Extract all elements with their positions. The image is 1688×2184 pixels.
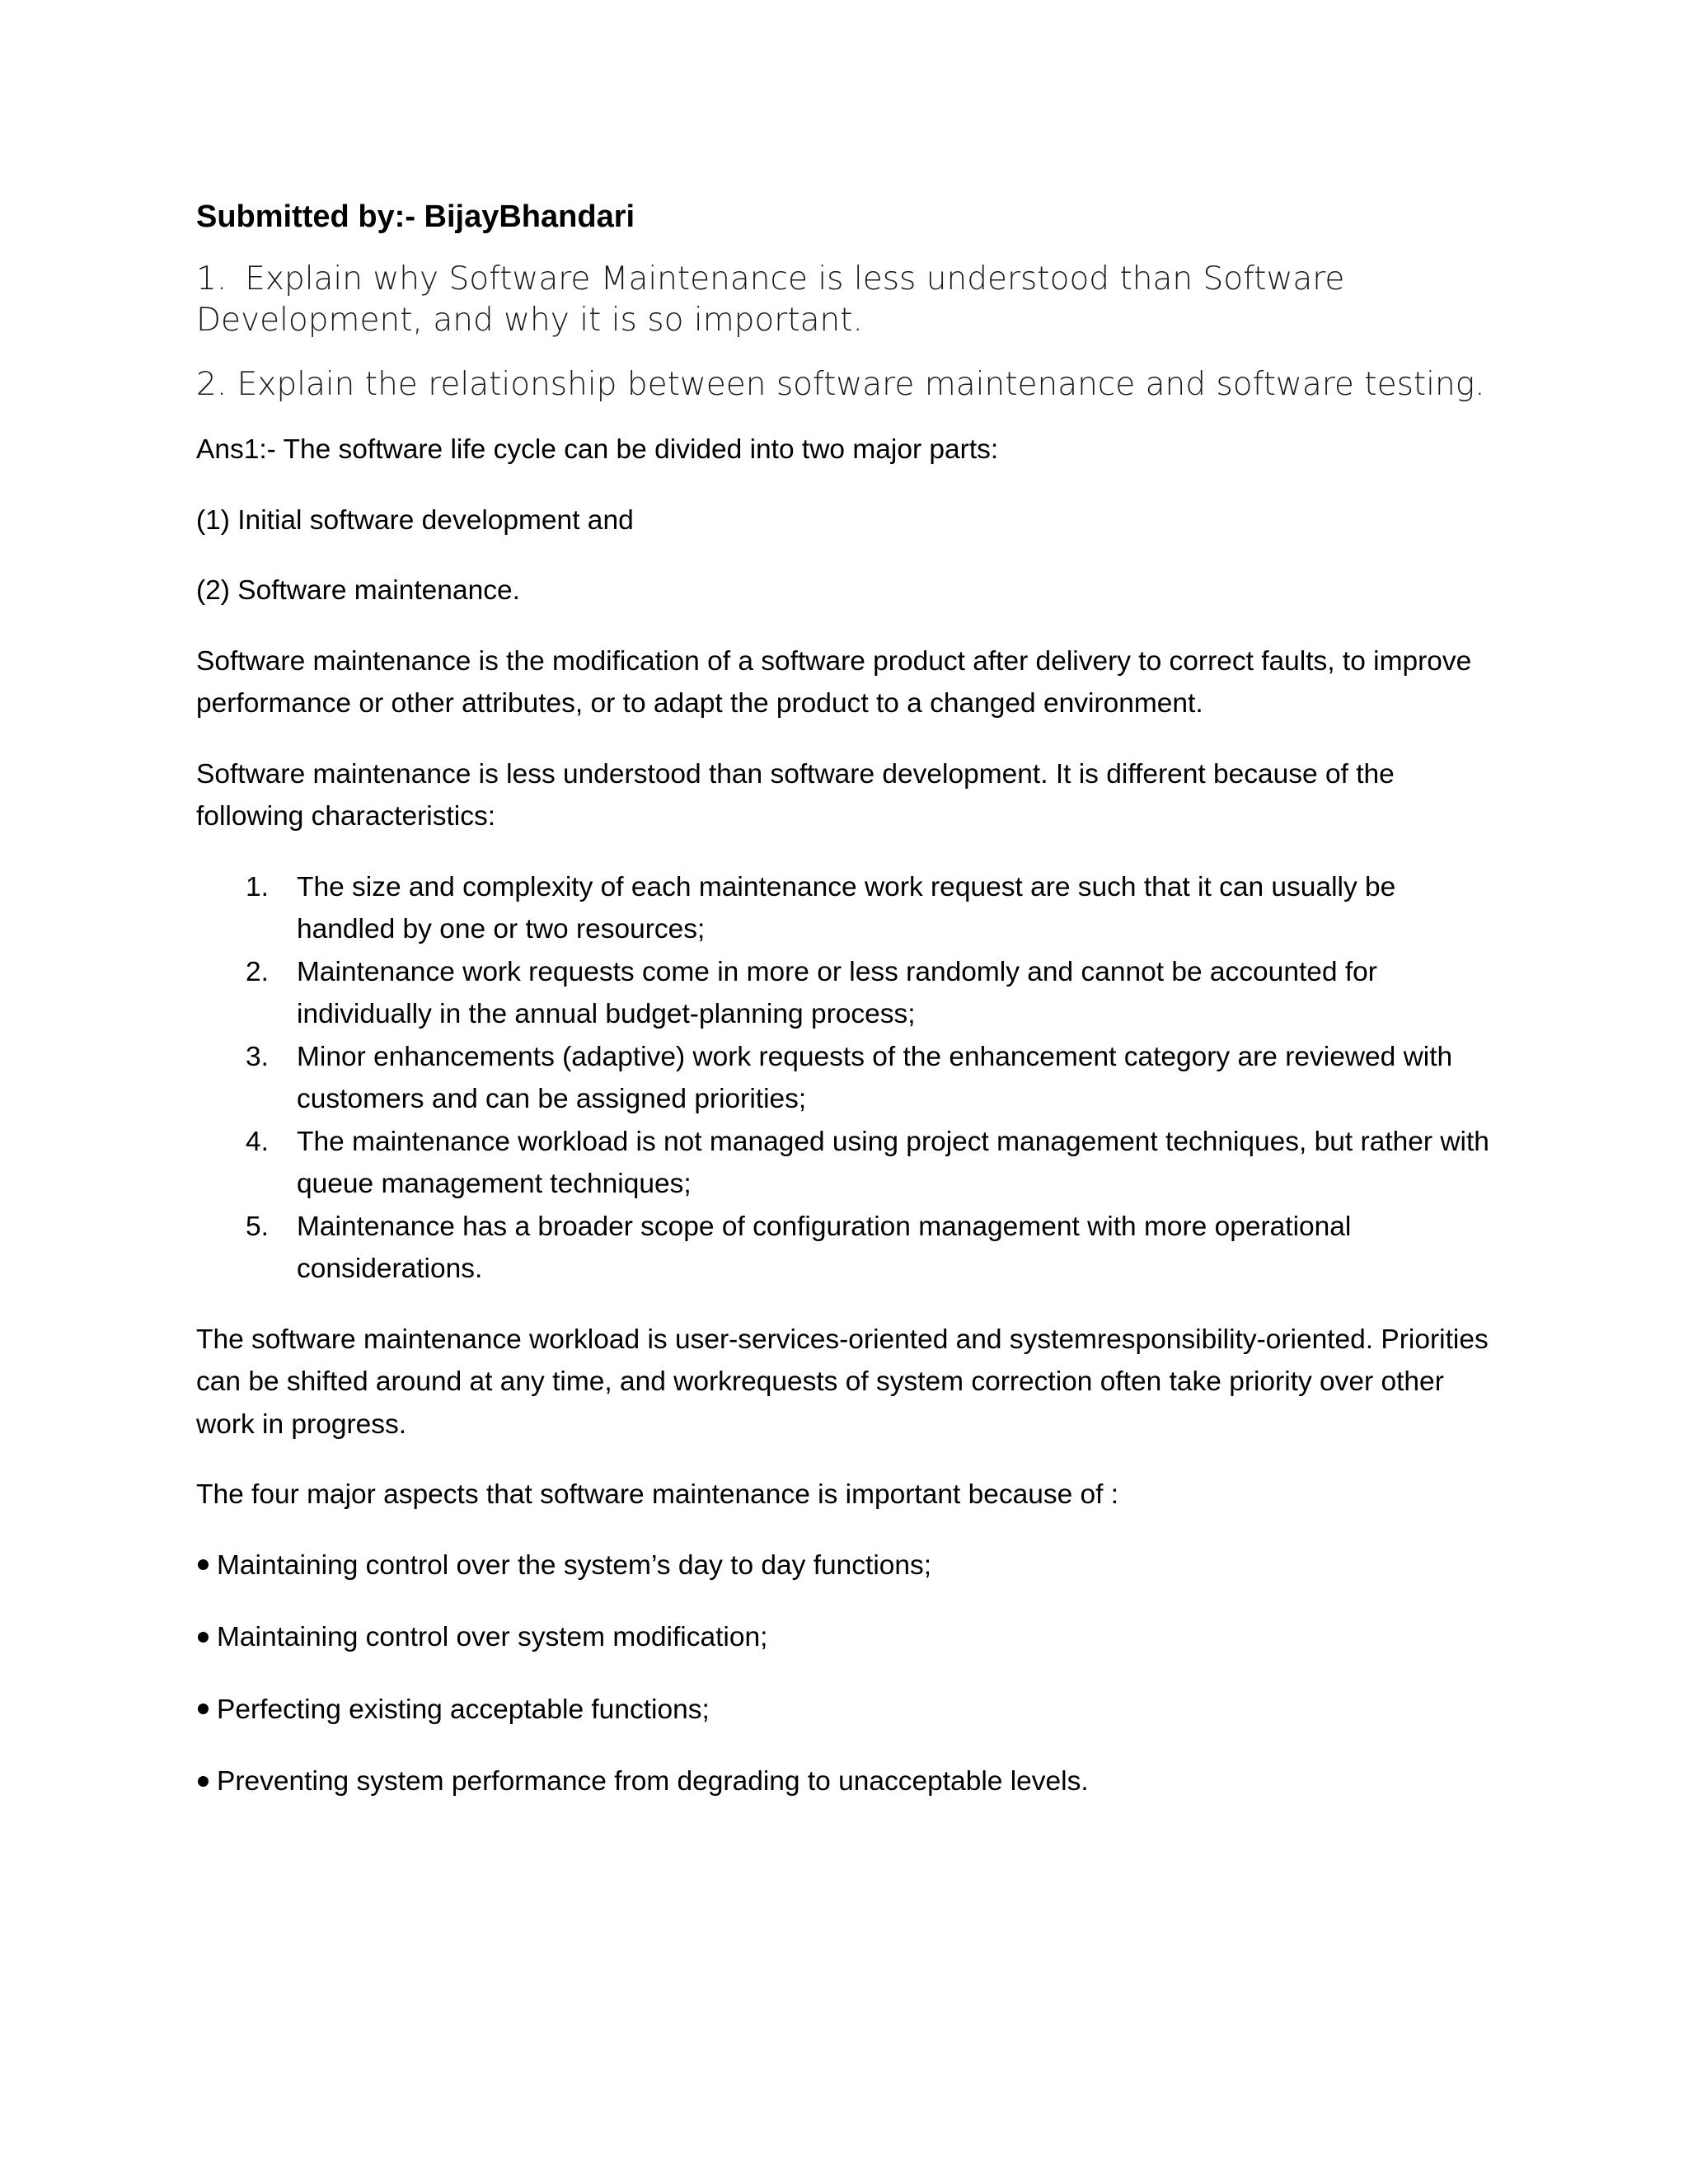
question-number: 1. xyxy=(196,260,227,298)
list-item xyxy=(196,1036,1498,1121)
list-item-number: 2. xyxy=(246,956,269,987)
bullet-text: Maintaining control over system modification; xyxy=(217,1622,768,1652)
answer-part-2: (2) Software maintenance. xyxy=(196,575,520,606)
bullet-icon xyxy=(198,1776,209,1787)
bullet-icon xyxy=(198,1559,209,1570)
question-number: 2. xyxy=(196,366,227,403)
less-understood-paragraph: Software maintenance is less understood than software development. It is different because of the following characteristics: xyxy=(196,758,1395,832)
list-item-text: Minor enhancements (adaptive) work requests of the enhancement category are reviewed with customers and can be assigned priorities; xyxy=(297,1041,1453,1114)
bullet-text: Perfecting existing acceptable functions; xyxy=(217,1694,710,1725)
list-item xyxy=(196,1206,1498,1291)
answer-part-1: (1) Initial software development and xyxy=(196,504,634,536)
bullet-icon xyxy=(198,1704,209,1714)
list-item-text: Maintenance work requests come in more or less randomly and cannot be accounted for individually in the annual budget-planning process; xyxy=(297,956,1377,1029)
list-item-text: The size and complexity of each maintenance work request are such that it can usually be handled by one or two resources; xyxy=(297,871,1396,944)
list-item xyxy=(196,1121,1498,1206)
bullet-item xyxy=(196,1616,1498,1659)
bullet-item xyxy=(196,1544,1498,1587)
workload-paragraph: The software maintenance workload is user-services-oriented and systemresponsibility-oriented. Priorities can be shifted around at any time, and workrequests of system correction often take priority over other work in progress. xyxy=(196,1324,1489,1440)
question-text: Explain why Software Maintenance is less understood than Software Development, and why it is so important. xyxy=(196,260,1345,339)
list-item xyxy=(196,866,1498,951)
characteristics-list xyxy=(196,866,1498,1291)
list-item-number: 3. xyxy=(246,1041,269,1072)
bullet-icon xyxy=(198,1632,209,1643)
list-item-number: 1. xyxy=(246,871,269,902)
list-item-text: Maintenance has a broader scope of configuration management with more operational considerations. xyxy=(297,1211,1352,1284)
importance-intro: The four major aspects that software maintenance is important because of : xyxy=(196,1479,1119,1510)
list-item-text: The maintenance workload is not managed using project management techniques, but rather with queue management techniques; xyxy=(297,1126,1489,1199)
list-item xyxy=(196,951,1498,1036)
bullet-text: Preventing system performance from degrading to unacceptable levels. xyxy=(217,1766,1089,1797)
bullet-item xyxy=(196,1760,1498,1803)
bullet-item xyxy=(196,1689,1498,1732)
question-2 xyxy=(196,364,1498,405)
submitted-by-heading: Submitted by:- BijayBhandari xyxy=(196,199,635,234)
document-page xyxy=(196,196,1498,1833)
definition-paragraph: Software maintenance is the modification of a software product after delivery to correct faults, to improve performance or other attributes, or to adapt the product to a changed environment. xyxy=(196,645,1472,719)
question-1 xyxy=(196,259,1498,341)
list-item-number: 4. xyxy=(246,1126,269,1157)
question-text: Explain the relationship between software maintenance and software testing. xyxy=(237,366,1485,403)
answer-intro: Ans1:- The software life cycle can be divided into two major parts: xyxy=(196,434,999,465)
list-item-number: 5. xyxy=(246,1211,269,1242)
bullet-text: Maintaining control over the system’s day to day functions; xyxy=(217,1549,932,1581)
